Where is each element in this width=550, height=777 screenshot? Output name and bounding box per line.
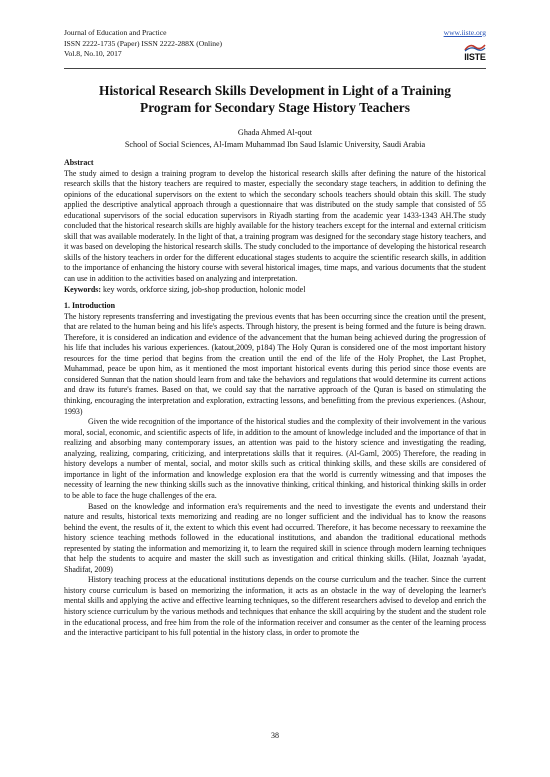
- journal-volume: Vol.8, No.10, 2017: [64, 49, 122, 59]
- keywords-text: key words, orkforce sizing, job-shop production, holonic model: [101, 284, 306, 294]
- abstract-heading: Abstract: [64, 158, 94, 167]
- journal-name: Journal of Education and Practice: [64, 28, 167, 37]
- iiste-logo: [464, 42, 486, 64]
- keywords-label: Keywords:: [64, 284, 102, 294]
- title-line-1: Historical Research Skills Development in Light of a Training: [99, 83, 451, 98]
- intro-paragraph-3: Based on the knowledge and information era's requirements and the need to investigate the events and understand their nature and results, historical texts memorizing and reading are no longer sufficient and the individual has to know the reasons behind the event, the results of it, the extent to which this event had occurred. Therefore, it has become necessary to reexamine the history science teaching methods followed in the educational institutions, and abandon the traditional educational methods represented by stating the information and memorizing it, to learn the required skill in science through modern learning techniques that help the students to acquire and master the skill such as investigation and critical thinking skills. (Hilat, Joaznah 'ayadat, Shadifat, 2009): [64, 501, 486, 574]
- paper-body: [64, 158, 486, 639]
- paper-title: [64, 82, 486, 116]
- logo-text: IISTE: [464, 52, 486, 62]
- journal-url-link[interactable]: www.iiste.org: [443, 28, 486, 37]
- header-divider: [64, 68, 486, 69]
- introduction-heading: 1. Introduction: [64, 301, 116, 311]
- journal-header: [64, 28, 486, 60]
- author-name: Ghada Ahmed Al-qout: [237, 128, 313, 137]
- intro-paragraph-2: Given the wide recognition of the importance of the historical studies and the complexity of their involvement in the various moral, social, economic, and scientific aspects of life, in addition to the amount of knowledge included and the importance of that in realizing and absorbing many contemporary issues, an attention was paid to the history science and investigating the reading, analyzing, realizing, comparing, criticizing, and interpretations skills that it requires. (Al-Gaml, 2005) Therefore, the reading in history develops a number of mental, social, and motor skills such as critical thinking skills, and these skills are considered of importance in light of the information and knowledge explosion era that the world is currently witnessing and that imposes the necessity of learning the new thinking skills such as the innovative thinking, critical thinking, and historical thinking skills in order to be able to face the huge challenges of the era.: [64, 417, 486, 500]
- journal-issn: ISSN 2222-1735 (Paper) ISSN 2222-288X (Online): [64, 38, 222, 48]
- title-line-2: Program for Secondary Stage History Teachers: [140, 100, 410, 115]
- intro-paragraph-4: History teaching process at the educational institutions depends on the course curriculum and the teacher. Since the current history course curriculum is based on memorizing the information, it acts as an obstacle in the way of developing the learner's mental skills and applying the active and effective learning techniques, so the different researchers advised to develop and enrich the history science curriculum by the various methods and techniques that enhance the skill acquiring by the student and the student role in the educational process, and free him from the role of the information receiver and consumer as the center of the learning process and the interactive participant to his full potential in the history class, in order to promote the: [64, 575, 486, 638]
- page-number: 38: [271, 731, 279, 740]
- keywords: [64, 285, 486, 296]
- intro-paragraph-1: The history represents transferring and investigating the previous events that has been occurring since the creation until the present, that are related to the human being and his life's aspects. Through history, the present is being formed and the future is being drawn. Therefore, it is considered an indication and evidence of the advancement that the human being achieved during the progression of his life that includes his various experiences. (katout,2009, p184) The Holy Quran is considered one of the most important history resources for the time period that begins from the creation until the end of the life of the Holy Prophet, the Last Prophet, Muhammad, peace be upon him, as it mentioned the most important historical events during this period since those events are considered Sunnan that the nation should learn from and take the behaviors and regulations that would determine its current actions and draw its future's frames. Based on that, we could say that the narrative approach of the Quran is based on stimulating the thinking, encouraging the interpretation and exploration, extracting lessons, and benefitting from the previous experiences. (Ashour, 1993): [64, 311, 486, 416]
- author-affiliation: School of Social Sciences, Al-Imam Muhammad Ibn Saud Islamic University, Saudi Arabia: [124, 140, 426, 149]
- logo-wave-icon: [464, 42, 486, 52]
- abstract-text: The study aimed to design a training program to develop the historical research skills after defining the nature of the historical research skills that the history teachers are required to master, especially the secondary stage teachers, in addition to defining the opinions of the educational supervisors on the extent to which the secondary schools teachers should obtain this skill. The study applied the descriptive analytical approach through a questionnaire that was distributed on the study sample that consisted of 55 educational supervisors of the social education supervisors in Riyadh starting from the academic year 1433-1343 AH.The study concluded that the historical research skills are highly available for the history teachers except for the internal and external criticism skill that was available moderately. In the light of that, a training program was designed for the secondary stage history teachers, and it was based on developing the historical research skills. The study concluded to the importance of developing the historical research skills of the history teachers in order for the different educational stages students to acquire the scientific research skills, in addition to the importance of enhancing the history course with several historical images, time maps, and various documents that the student can use in addition to the activities based on analyzing and interpretation.: [64, 168, 486, 284]
